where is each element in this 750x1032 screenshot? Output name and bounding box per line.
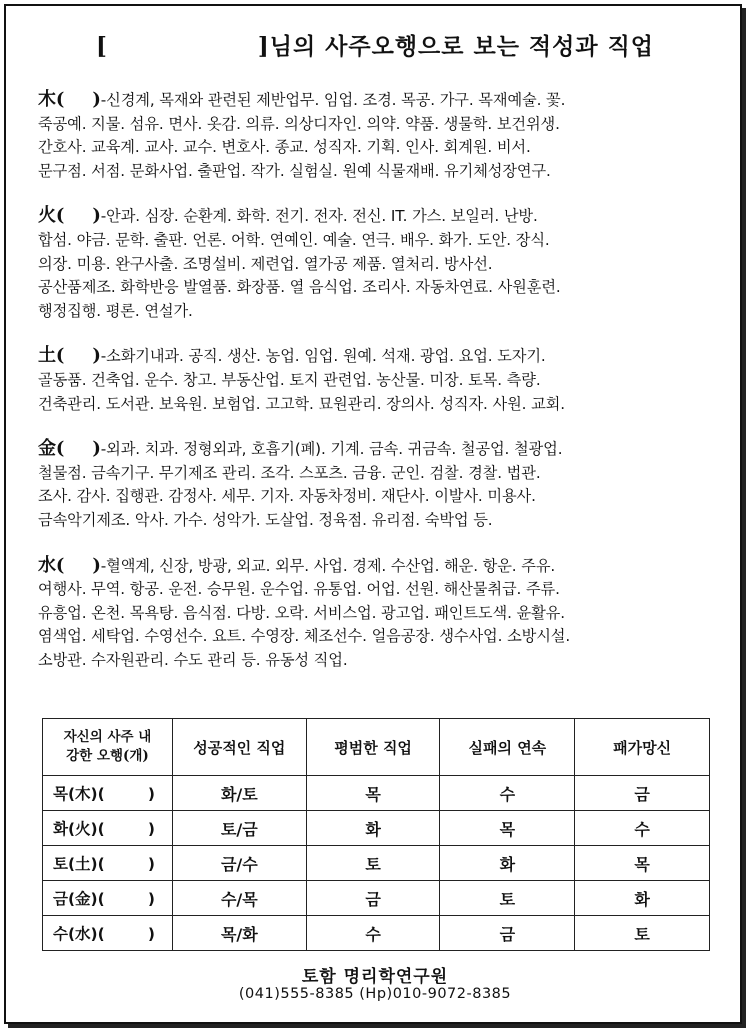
element-label: 木( xyxy=(38,89,65,110)
table-row xyxy=(43,811,710,846)
section-line: 여행사. 무역. 항공. 운전. 승무원. 운수업. 유통업. 어업. 선원. 해산물취급. 주류. xyxy=(38,580,560,599)
section-wood: 木( )-신경계, 목재와 관련된 제반업무. 임업. 조경. 목공. 가구. 목재예술. 꽃. 죽공예. 지물. 섬유. 면사. 옷감. 의류. 의상디자인. 의약. 약품. 생물학. 보건위생. 간호사. 교육계. 교사. 교수. 변호사. 종교. 성직자. 기획. 인사. 회계원. 비서. 문구점. 서점. 문화사업. 출판업. 작가. 실험실. 원예 식물재배. 유기체성장연구. xyxy=(38,88,718,183)
section-line: 문구점. 서점. 문화사업. 출판업. 작가. 실험실. 원예 식물재배. 유기체성장연구. xyxy=(38,161,551,180)
table-cell: 수 xyxy=(440,776,575,811)
table-cell: 목 xyxy=(306,776,440,811)
element-label: 火( xyxy=(38,205,65,227)
row-label: 수(水)( ) xyxy=(43,916,173,951)
section-line: -신경계, 목재와 관련된 제반업무. 임업. 조경. 목공. 가구. 목재예술. 꽃. xyxy=(100,91,566,109)
table-cell: 목 xyxy=(575,846,710,881)
table-cell: 토 xyxy=(575,916,710,951)
header-strong-element: 자신의 사주 내 강한 오행(개) xyxy=(43,719,173,776)
row-label: 화(火)( ) xyxy=(43,811,173,846)
section-fire: 火( )-안과. 심장. 순환계. 화학. 전기. 전자. 전신. IT. 가스. 보일러. 난방. 합섬. 야금. 문학. 출판. 언론. 어학. 연예인. 예술. 연극. 배우. 화가. 도안. 장식. 의장. 미용. 완구사출. 조명설비. 제련업. 열가공 제품. 열처리. 방사선. 공산품제조. 화학반응 발열품. 화장품. 열 음식업. 조리사. 자동차연료. 사원훈련. 행정집행. 평론. 연설가. xyxy=(38,204,718,323)
table-cell: 금 xyxy=(575,776,710,811)
table-header-row xyxy=(43,719,710,776)
section-line: -소화기내과. 공직. 생산. 농업. 임업. 원예. 석재. 광업. 요업. 도자기. xyxy=(100,347,546,366)
table-cell: 화 xyxy=(306,811,440,846)
table-cell: 수 xyxy=(306,916,440,951)
table-cell: 목 xyxy=(440,811,575,846)
row-label: 목(木)( ) xyxy=(43,776,173,811)
row-label: 금(金)( ) xyxy=(43,881,173,916)
header-ruin: 패가망신 xyxy=(575,719,710,776)
header-ordinary: 평범한 직업 xyxy=(306,719,440,776)
section-line: 금속악기제조. 악사. 가수. 성악가. 도살업. 정육점. 유리점. 숙박업 등. xyxy=(38,510,493,529)
section-earth: 土( )-소화기내과. 공직. 생산. 농업. 임업. 원예. 석재. 광업. 요업. 도자기. 골동품. 건축업. 운수. 창고. 부동산업. 토지 관련업. 농산물. 미장. 토목. 측량. 건축관리. 도서관. 보육원. 보험업. 고고학. 묘원관리. 장의사. 성직자. 사원. 교회. xyxy=(38,344,718,416)
row-label: 토(土)( ) xyxy=(43,846,173,881)
section-line: -안과. 심장. 순환계. 화학. 전기. 전자. 전신. IT. 가스. 보일러. 난방. xyxy=(100,207,538,226)
table-cell: 금 xyxy=(306,881,440,916)
table-cell: 목/화 xyxy=(172,916,306,951)
table-cell: 토 xyxy=(440,881,575,916)
section-line: 조사. 감사. 집행관. 감정사. 세무. 기자. 자동차정비. 재단사. 이발사. 미용사. xyxy=(38,487,536,506)
career-table xyxy=(42,718,710,951)
section-line: 철물점. 금속기구. 무기제조 관리. 조각. 스포츠. 금융. 군인. 검찰. 경찰. 법관. xyxy=(38,463,541,482)
table-cell: 금/수 xyxy=(172,846,306,881)
section-metal: 金( )-외과. 치과. 정형외과, 호흡기(폐). 기계. 금속. 귀금속. 철공업. 철광업. 철물점. 금속기구. 무기제조 관리. 조각. 스포츠. 금융. 군인. 검찰. 경찰. 법관. 조사. 감사. 집행관. 감정사. 세무. 기자. 자동차정비. 재단사. 이발사. 미용사. 금속악기제조. 악사. 가수. 성악가. 도살업. 정육점. 유리점. 숙박업 등. xyxy=(38,437,718,532)
section-line: 골동품. 건축업. 운수. 창고. 부동산업. 토지 관련업. 농산물. 미장. 토목. 측량. xyxy=(38,370,541,389)
title-text: ]님의 사주오행으로 보는 적성과 직업 xyxy=(257,33,655,60)
table-row xyxy=(43,846,710,881)
section-line: 유흥업. 온천. 목욕탕. 음식점. 다방. 오락. 서비스업. 광고업. 패인트도색. 윤활유. xyxy=(38,603,565,622)
table-cell: 화 xyxy=(575,881,710,916)
section-line: 소방관. 수자원관리. 수도 관리 등. 유동성 직업. xyxy=(38,650,348,669)
title-bracket-open: [ xyxy=(95,33,108,60)
table-cell: 수/목 xyxy=(172,881,306,916)
header-failure: 실패의 연속 xyxy=(440,719,575,776)
section-line: -혈액계, 신장, 방광, 외교. 외무. 사업. 경제. 수산업. 해운. 항운. 주유. xyxy=(100,556,556,575)
section-line: 공산품제조. 화학반응 발열품. 화장품. 열 음식업. 조리사. 자동차연료. 사원훈련. xyxy=(38,278,561,297)
element-sections xyxy=(38,88,718,693)
section-line: 염색업. 세탁업. 수영선수. 요트. 수영장. 체조선수. 얼음공장. 생수사업. 소방시설. xyxy=(38,627,571,646)
section-water: 水( )-혈액계, 신장, 방광, 외교. 외무. 사업. 경제. 수산업. 해운. 항운. 주유. 여행사. 무역. 항공. 운전. 승무원. 운수업. 유통업. 어업. 선원. 해산물취급. 주류. 유흥업. 온천. 목욕탕. 음식점. 다방. 오락. 서비스업. 광고업. 패인트도색. 윤활유. 염색업. 세탁업. 수영선수. 요트. 수영장. 체조선수. 얼음공장. 생수사업. 소방시설. 소방관. 수자원관리. 수도 관리 등. 유동성 직업. xyxy=(38,554,718,673)
table-cell: 화/토 xyxy=(172,776,306,811)
section-line: 의장. 미용. 완구사출. 조명설비. 제련업. 열가공 제품. 열처리. 방사선. xyxy=(38,254,493,273)
section-line: 행정집행. 평론. 연설가. xyxy=(38,301,193,320)
table-row xyxy=(43,776,710,811)
section-line: 죽공예. 지물. 섬유. 면사. 옷감. 의류. 의상디자인. 의약. 약품. 생물학. 보건위생. xyxy=(38,114,560,133)
section-line: 건축관리. 도서관. 보육원. 보험업. 고고학. 묘원관리. 장의사. 성직자. 사원. 교회. xyxy=(38,394,565,413)
section-line: 합섬. 야금. 문학. 출판. 언론. 어학. 연예인. 예술. 연극. 배우. 화가. 도안. 장식. xyxy=(38,230,550,249)
table-cell: 화 xyxy=(440,846,575,881)
section-line: -외과. 치과. 정형외과, 호흡기(폐). 기계. 금속. 귀금속. 철공업. 철광업. xyxy=(100,440,563,459)
element-label: 水( xyxy=(38,554,65,576)
table-cell: 토/금 xyxy=(172,811,306,846)
phone-numbers: (041)555-8385 (Hp)010-9072-8385 xyxy=(238,986,512,1002)
element-label: 土( xyxy=(38,345,65,367)
element-label: 金( xyxy=(38,438,65,460)
table-cell: 토 xyxy=(306,846,440,881)
table-cell: 금 xyxy=(440,916,575,951)
header-success: 성공적인 직업 xyxy=(172,719,306,776)
table-cell: 수 xyxy=(575,811,710,846)
page-title xyxy=(0,28,750,61)
organization-name: 토함 명리학연구원 xyxy=(301,967,449,987)
table-row xyxy=(43,916,710,951)
table-row xyxy=(43,881,710,916)
section-line: 간호사. 교육계. 교사. 교수. 변호사. 종교. 성직자. 기획. 인사. 회계원. 비서. xyxy=(38,138,531,157)
